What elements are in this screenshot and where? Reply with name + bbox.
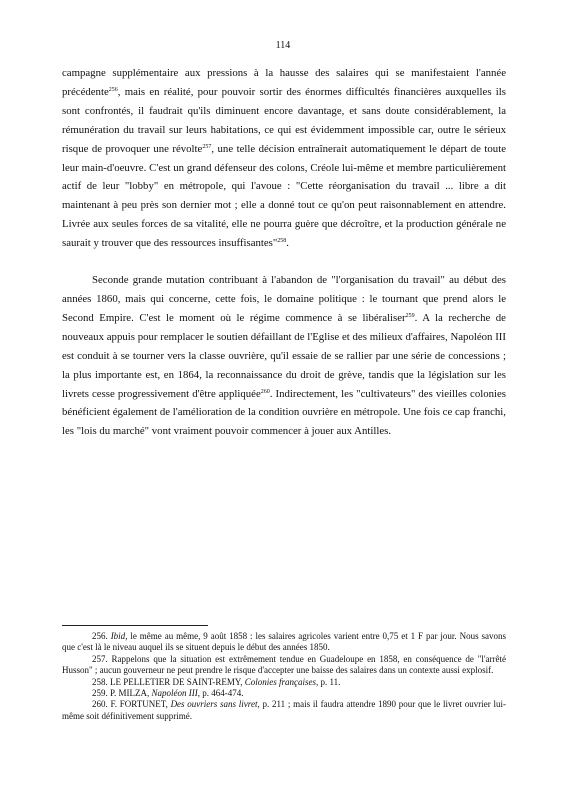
- text-run: , une telle décision entraînerait automatiquement le départ de toute leur main-d'oeuvre. C'est un grand défenseur des colons, Créole lui-même et membre particulièrement actif de leur "lobby" en métropole, qui l'avoue : "Cette réorganisation du travail ... libre a dit maintenant à peu près son dernier mot ; elle a donné tout ce qu'on peut raisonnablement en attendre. Livrée aux seules forces de sa vitalité, elle ne pourra guère que décroître, et la production générale ne saurait y trouver que des ressources insuffisantes": [62, 142, 507, 250]
- footnote-260: [62, 699, 506, 722]
- italic-text: Ibid: [110, 631, 126, 641]
- text-run: .: [286, 237, 289, 250]
- text-run: campagne supplémentaire aux pressions à la hausse des salaires qui se manifestaient l'année précédente: [62, 67, 506, 98]
- italic-text: Des ouvriers sans livret: [170, 699, 258, 710]
- text-run: 260. F. FORTUNET,: [92, 699, 171, 710]
- paragraph-2: [62, 271, 506, 441]
- text-run: 259. P. MILZA,: [92, 688, 152, 699]
- paragraph-1: [62, 64, 506, 253]
- text-run: . A la recherche de nouveaux appuis pour remplacer le soutien défaillant de l'Eglise et des milieux d'affaires, Napoléon III est conduit à se tourner vers la classe ouvrière, qu'il essaie de se rallier par une série de concessions ; la plus importante est, en 1864, la reconnaissance du droit de grève, tandis que la législation sur les livrets cesse progressivement d'être appliquée: [62, 311, 506, 400]
- footnote-ref: 259: [405, 312, 415, 319]
- footnote-separator: [62, 625, 208, 626]
- body-text: [62, 64, 506, 441]
- text-run: 256.: [92, 631, 111, 641]
- footnote-ref: 258: [277, 238, 287, 245]
- text-run: , mais en réalité, pour pouvoir sortir des énormes difficultés financières auxquelles ils sont confrontés, il faudrait qu'ils diminuent encore davantage, et sans doute considérablement, la rémunération du travail sur leurs habitations, ce qui est évidemment impossible car, outre le sérieux risque de provoquer une révolte: [62, 85, 506, 155]
- footnote-257: [62, 654, 506, 677]
- page-number: 114: [275, 40, 291, 51]
- footnote-ref: 260: [260, 388, 270, 395]
- text-run: . Indirectement, les "cultivateurs" des vieilles colonies bénéficient également de l'amélioration de la condition ouvrière en métropole. Une fois ce cap franchi, les "lois du marché" vont vraiment pouvoir commencer à jouer aux Antilles.: [62, 387, 507, 438]
- text-run: , p. 11.: [316, 676, 341, 687]
- text-run: Seconde grande mutation contribuant à l'abandon de "l'organisation du travail" au début des années 1860, mais qui concerne, cette fois, le domaine politique : le tournant que prend alors le Second Empire. C'est le moment où le régime commence à se libéraliser: [62, 274, 506, 324]
- footnote-256: [62, 631, 506, 654]
- text-run: 257. Rappelons que la situation est extrêmement tendue en Guadeloupe en 1858, en conséquence de "l'arrêté Husson" ; aucun gouverneur ne peut prendre le risque d'accepter une baisse des salaires dans un contexte aussi explosif.: [62, 653, 506, 676]
- footnotes: [62, 625, 506, 722]
- italic-text: Napoléon III: [151, 688, 198, 699]
- italic-text: Colonies françaises: [244, 676, 316, 687]
- text-run: 258. LE PELLETIER DE SAINT-REMY,: [92, 676, 245, 687]
- footnote-258: [62, 677, 506, 688]
- footnote-ref: 257: [202, 143, 212, 150]
- footnote-ref: 256: [108, 86, 118, 93]
- text-run: , le même au même, 9 août 1858 : les salaires agricoles varient entre 0,75 et 1 F par jour. Nous savons que c'est là le niveau auquel ils se situent depuis le début des années 1850.: [62, 631, 507, 653]
- footnote-259: [62, 688, 506, 699]
- text-run: , p. 211 ; mais il faudra attendre 1890 pour que le livret ouvrier lui-même soit définitivement supprimé.: [62, 699, 506, 721]
- text-run: , p. 464-474.: [197, 688, 244, 699]
